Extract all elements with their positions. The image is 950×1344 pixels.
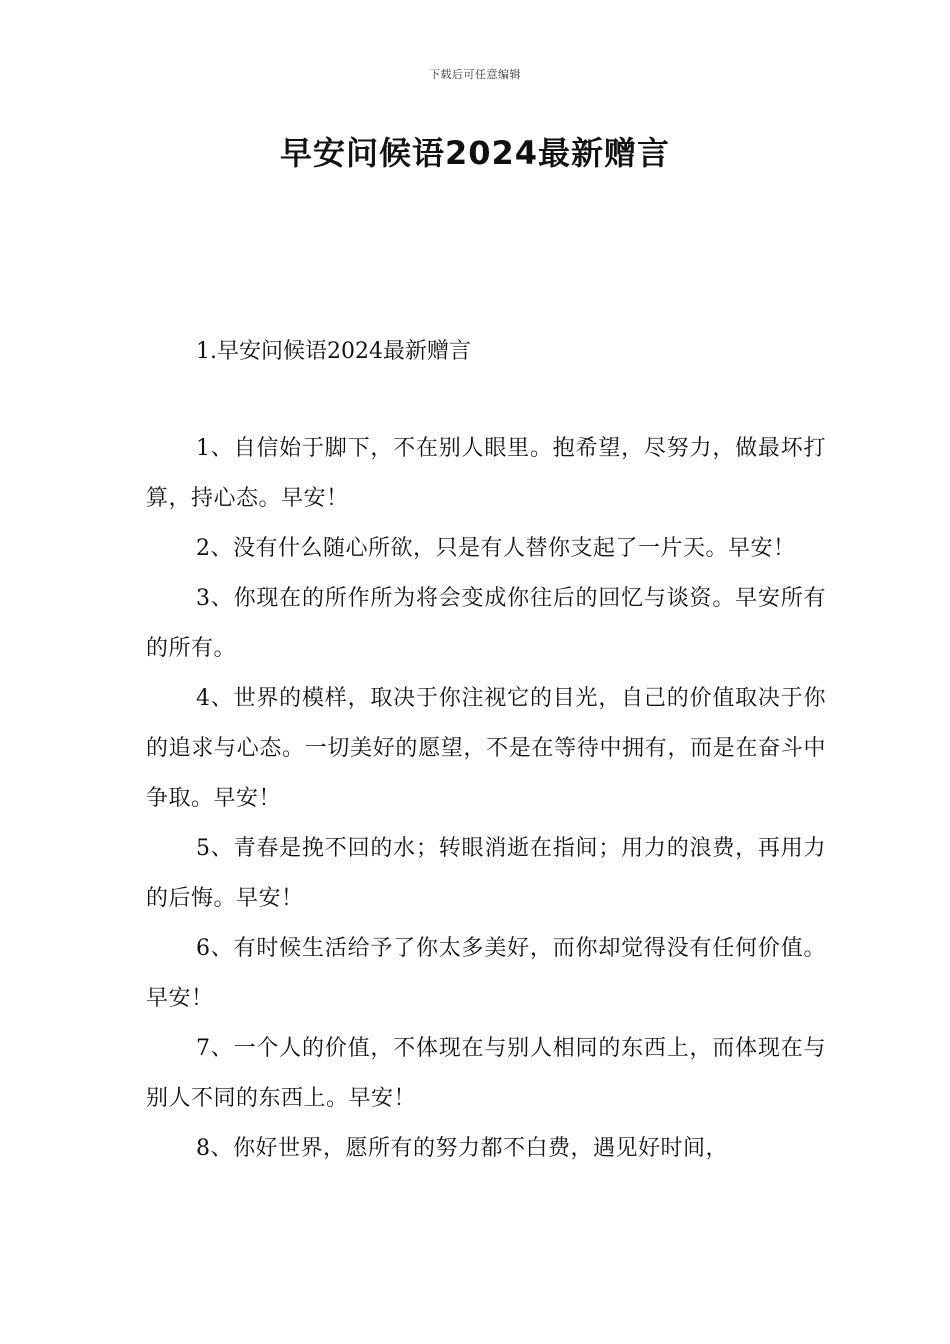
paragraph-2: 2、没有什么随心所欲，只是有人替你支起了一片天。早安！	[196, 536, 796, 561]
section-heading: 1.早安问候语2024最新赠言	[196, 339, 471, 364]
paragraph-6: 6、有时候生活给予了你太多美好，而你却觉得没有任何价值。早安！	[146, 936, 826, 1011]
paragraph-7: 7、一个人的价值，不体现在与别人相同的东西上，而体现在与别人不同的东西上。早安！	[146, 1036, 826, 1111]
document-body	[146, 424, 826, 1174]
paragraph-5: 5、青春是挽不回的水；转眼消逝在指间；用力的浪费，再用力的后悔。早安！	[146, 836, 826, 911]
paragraph-3: 3、你现在的所作所为将会变成你往后的回忆与谈资。早安所有的所有。	[146, 586, 826, 661]
page-header-note: 下载后可任意编辑	[429, 68, 521, 81]
document-title: 早安问候语2024最新赠言	[279, 134, 671, 172]
paragraph-8: 8、你好世界，愿所有的努力都不白费，遇见好时间，	[196, 1136, 728, 1161]
paragraph-4: 4、世界的模样，取决于你注视它的目光，自己的价值取决于你的追求与心态。一切美好的愿望，不是在等待中拥有，而是在奋斗中争取。早安！	[146, 686, 826, 811]
paragraph-1: 1、自信始于脚下，不在别人眼里。抱希望，尽努力，做最坏打算，持心态。早安！	[146, 436, 826, 511]
